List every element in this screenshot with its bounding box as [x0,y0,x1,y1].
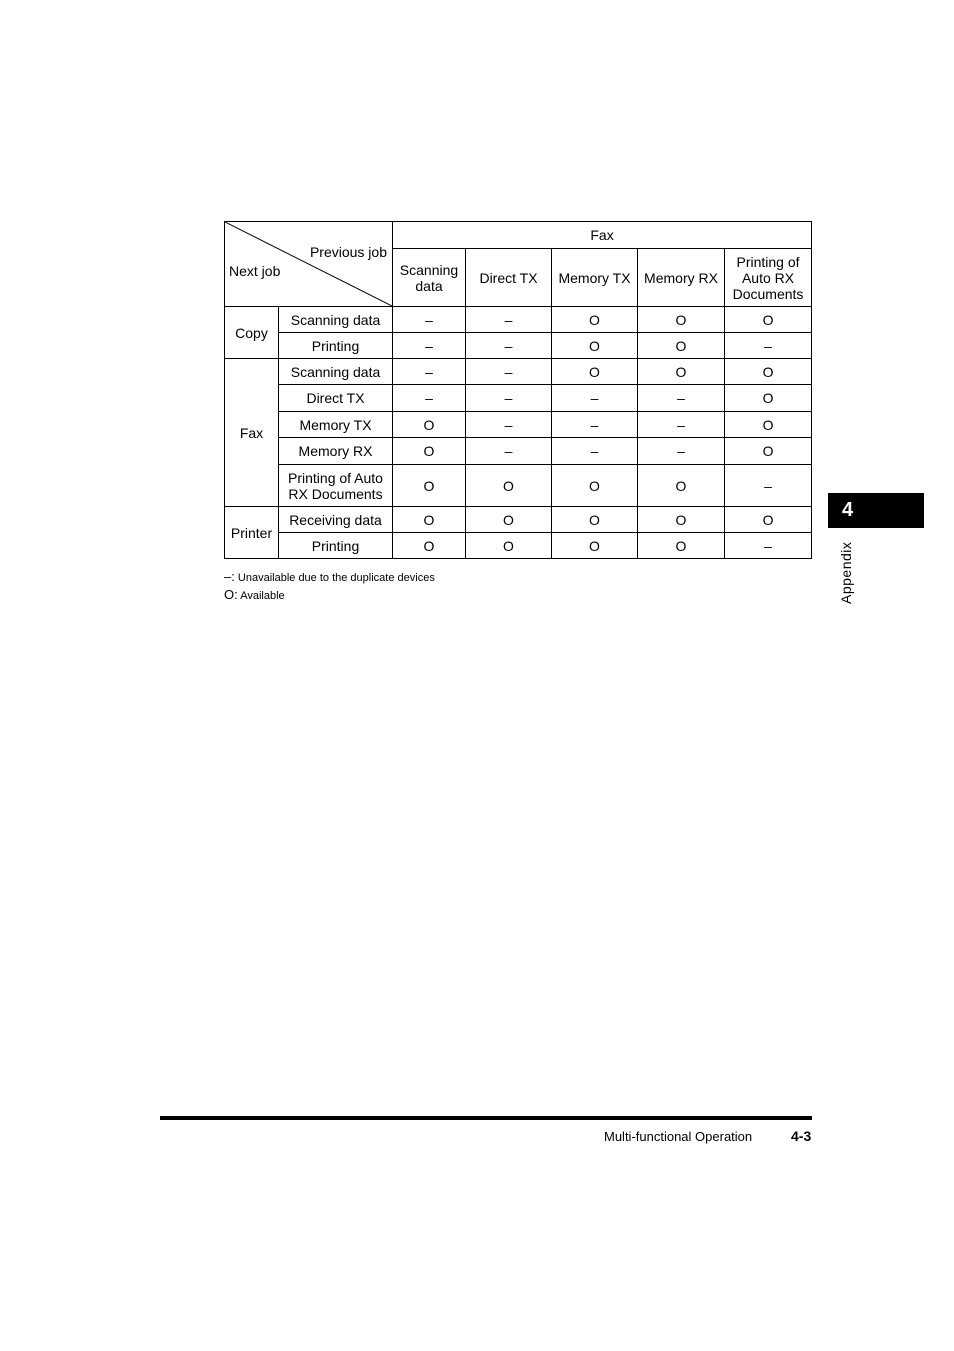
table-cell: O [725,412,812,438]
table-cell: – [638,412,725,438]
table-row [225,333,812,359]
table-cell: – [466,438,552,465]
footer-title: Multi-functional Operation [604,1129,753,1144]
table-cell: O [638,307,725,333]
table-cell: O [552,307,638,333]
footer-divider [160,1116,812,1120]
legend-text: Unavailable due to the duplicate devices [237,572,435,584]
table-cell: O [466,507,552,533]
table-cell: O [725,507,812,533]
table-cell: O [725,438,812,465]
row-label: Scanning data [279,359,393,385]
col-header-memory-tx: Memory TX [552,249,638,307]
table-cell: O [466,465,552,507]
table-cell: O [552,359,638,385]
table-row [225,533,812,559]
table-cell: O [552,465,638,507]
corner-cell [225,222,393,307]
table-cell: – [393,333,466,359]
table-row [225,359,812,385]
legend-symbol: –: [224,569,235,584]
group-label-fax: Fax [225,359,279,507]
table-cell: – [638,438,725,465]
table-cell: – [466,385,552,412]
table-cell: O [393,533,466,559]
table-cell: O [393,438,466,465]
legend-symbol: O: [224,587,238,602]
table-cell: – [725,333,812,359]
legend-unavailable [224,569,435,584]
table-cell: – [466,333,552,359]
table-cell: O [725,307,812,333]
row-label: Memory TX [279,412,393,438]
row-label: Printing [279,533,393,559]
group-label-printer: Printer [225,507,279,559]
table-cell: O [638,333,725,359]
table-cell: – [393,359,466,385]
col-header-memory-rx: Memory RX [638,249,725,307]
table-cell: – [725,533,812,559]
table-cell: – [552,412,638,438]
table-cell: – [725,465,812,507]
table-cell: – [393,385,466,412]
table-cell: – [552,385,638,412]
table-cell: O [393,412,466,438]
table-row [225,412,812,438]
table-cell: O [638,533,725,559]
row-label: Printing of Auto RX Documents [279,465,393,507]
table-cell: O [466,533,552,559]
group-label-copy: Copy [225,307,279,359]
table-cell: O [393,465,466,507]
page-number: 4-3 [791,1128,812,1144]
legend-available [224,587,285,602]
table-cell: O [552,507,638,533]
fax-group-header: Fax [393,222,812,249]
table-cell: – [552,438,638,465]
col-header-direct-tx: Direct TX [466,249,552,307]
table-cell: O [638,507,725,533]
table-cell: O [638,465,725,507]
table-row [225,307,812,333]
row-label: Receiving data [279,507,393,533]
row-label: Scanning data [279,307,393,333]
next-job-label: Next job [229,263,281,279]
table-row [225,465,812,507]
table-cell: O [393,507,466,533]
table-cell: – [466,307,552,333]
col-header-printing-auto-rx: Printing of Auto RX Documents [725,249,812,307]
table-cell: – [466,412,552,438]
col-header-scanning-data: Scanning data [393,249,466,307]
table-cell: O [552,533,638,559]
previous-job-label: Previous job [309,244,387,260]
table-cell: – [638,385,725,412]
table-cell: O [725,385,812,412]
chapter-tab: 4 [828,493,924,528]
row-label: Memory RX [279,438,393,465]
table-cell: O [725,359,812,385]
compatibility-table [224,221,812,559]
table-cell: – [466,359,552,385]
chapter-side-label: Appendix [838,541,854,604]
table-cell: O [552,333,638,359]
legend-text: Available [240,590,285,602]
row-label: Direct TX [279,385,393,412]
row-label: Printing [279,333,393,359]
table-cell: O [638,359,725,385]
table-row [225,438,812,465]
table-row [225,507,812,533]
table-cell: – [393,307,466,333]
table-row [225,385,812,412]
